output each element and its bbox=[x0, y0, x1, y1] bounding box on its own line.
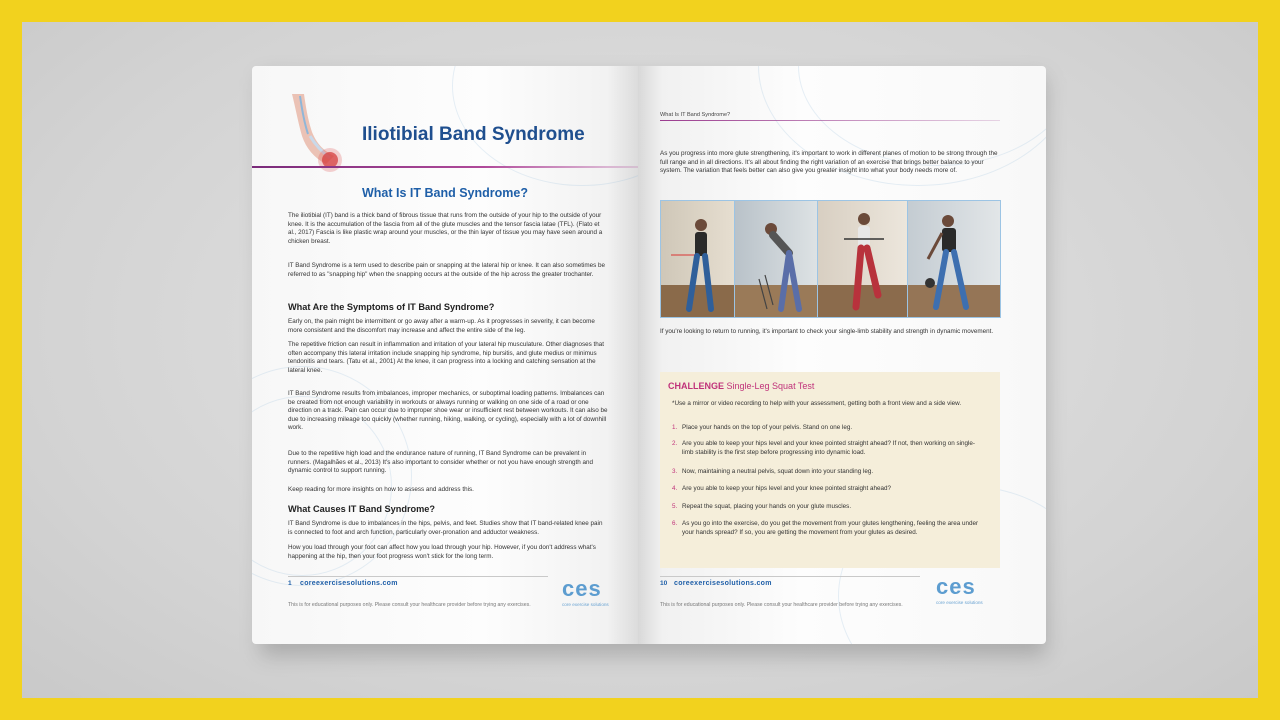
step-text: Are you able to keep your hips level and your knee pointed straight ahead? If not, then working on single-limb stability is the first step before progressing into dynamic load. bbox=[682, 440, 975, 456]
ces-logo: ces bbox=[936, 574, 976, 599]
logo-tagline: core exercise solutions bbox=[936, 600, 983, 605]
disclaimer: This is for educational purposes only. Please consult your healthcare provider before trying any exercises. bbox=[288, 602, 531, 608]
list-item bbox=[672, 520, 990, 537]
paragraph: Due to the repetitive high load and the endurance nature of running, IT Band Syndrome can be prevalent in runners. (Magalhães et al., 2013) It's also important to consider whether or not you have enough strength and dynamic control to support running. bbox=[288, 450, 594, 475]
challenge-box bbox=[660, 372, 1000, 568]
subheading: What Causes IT Band Syndrome? bbox=[288, 504, 436, 514]
section-heading: What Is IT Band Syndrome? bbox=[362, 186, 528, 200]
paragraph: How you load through your foot can affect how you load through your hip. However, if you don't address what's happening at the hip, then your foot progress won't stick for the long term. bbox=[288, 544, 596, 560]
step-text: Are you able to keep your hips level and your knee pointed straight ahead? bbox=[682, 485, 891, 492]
paragraph: Keep reading for more insights on how to assess and address this. bbox=[288, 486, 474, 493]
challenge-intro: *Use a mirror or video recording to help with your assessment, getting both a front view and a side view. bbox=[672, 400, 962, 407]
step-text: Repeat the squat, placing your hands on your glute muscles. bbox=[682, 503, 852, 510]
list-item bbox=[672, 485, 990, 494]
paragraph: IT Band Syndrome is due to imbalances in the hips, pelvis, and feet. Studies show that IT band-related knee pain is connected to foot and arch function, particularly over-pronation and adductor weakness. bbox=[288, 520, 603, 536]
title-rule bbox=[252, 166, 638, 168]
page-number: 1 bbox=[288, 580, 292, 587]
paragraph: IT Band Syndrome results from imbalances, improper mechanics, or suboptimal loading patterns. Imbalances can be created from not enough variability in workouts or always running or walking on one side of a road or one direction on a track. Pain can occur due to improper shoe wear or insufficient rest between workouts. It can also be due to increasing mileage too quickly (whether running, hiking, walking, or cycling), especially with a lot of downhill work. bbox=[288, 390, 608, 432]
step-text: As you go into the exercise, do you get the movement from your glutes lengthening, feeling the area under your hands spread? If so, you are getting the movement from your glutes as desired. bbox=[682, 520, 979, 536]
exercise-photo bbox=[908, 201, 1000, 317]
subheading: What Are the Symptoms of IT Band Syndrome? bbox=[288, 302, 495, 312]
footer-rule bbox=[288, 576, 548, 577]
page-number: 10 bbox=[660, 580, 668, 587]
challenge-title bbox=[668, 381, 814, 391]
exercise-photo-strip bbox=[660, 200, 1001, 318]
breadcrumb-rule bbox=[660, 120, 1000, 121]
step-number: 3. bbox=[672, 468, 678, 475]
challenge-label: CHALLENGE bbox=[668, 381, 724, 391]
right-page bbox=[638, 66, 1046, 644]
step-number: 5. bbox=[672, 503, 678, 510]
page-title: Iliotibial Band Syndrome bbox=[362, 124, 585, 145]
website-link[interactable]: coreexercisesolutions.com bbox=[300, 580, 398, 587]
breadcrumb: What Is IT Band Syndrome? bbox=[660, 112, 731, 118]
step-number: 6. bbox=[672, 520, 678, 527]
ces-logo: ces bbox=[562, 576, 602, 601]
paragraph: The iliotibial (IT) band is a thick band of fibrous tissue that runs from the outside of your hip to the outside of your knee. It is the accumulation of the fascia from all of the glute muscles and the tensor fascia latae (TFL). (Flato et al., 2017) Fascia is like plastic wrap around your muscles, or the thin layer of tissue you may have seen around a chicken breast. bbox=[288, 212, 603, 245]
exercise-photo bbox=[661, 201, 735, 317]
paragraph: Early on, the pain might be intermittent or go away after a warm-up. As it progresses in severity, it can become more consistent and the discomfort may increase and affect the entire side of the leg. bbox=[288, 318, 595, 334]
disclaimer: This is for educational purposes only. Please consult your healthcare provider before trying any exercises. bbox=[660, 602, 903, 608]
exercise-photo bbox=[735, 201, 819, 317]
step-number: 1. bbox=[672, 424, 678, 431]
knee-anatomy-icon bbox=[274, 92, 344, 172]
logo-tagline: core exercise solutions bbox=[562, 602, 609, 607]
footer-rule bbox=[660, 576, 920, 577]
list-item bbox=[672, 440, 990, 457]
exercise-photo bbox=[818, 201, 907, 317]
website-link[interactable]: coreexercisesolutions.com bbox=[674, 580, 772, 587]
paragraph: The repetitive friction can result in inflammation and irritation of your lateral hip musculature. Other diagnoses that often accompany this lateral irritation include snapping hip syndrome, hip bursitis, and glute medius or minimus tendonitis and tears. (Tatu et al., 2001) At the knee, it can progress into a locking and catching sensation at the lateral knee. bbox=[288, 341, 605, 374]
list-item bbox=[672, 424, 990, 433]
step-text: Now, maintaining a neutral pelvis, squat down into your standing leg. bbox=[682, 468, 874, 475]
paragraph: As you progress into more glute strengthening, it's important to work in different planes of motion to be strong through the full range and in all directions. It's all about finding the right variation of an exercise that brings better balance to your system. The variation that feels better can also give you greater insight into what your body needs more of. bbox=[660, 150, 998, 175]
step-number: 4. bbox=[672, 485, 678, 492]
open-magazine bbox=[252, 66, 1046, 648]
paragraph: If you're looking to return to running, it's important to check your single-limb stability and strength in dynamic movement. bbox=[660, 328, 994, 335]
page-header bbox=[252, 82, 638, 170]
left-page bbox=[252, 66, 638, 644]
list-item bbox=[672, 503, 990, 512]
challenge-name: Single-Leg Squat Test bbox=[726, 381, 815, 391]
list-item bbox=[672, 468, 990, 477]
paragraph: IT Band Syndrome is a term used to describe pain or snapping at the lateral hip or knee. It can also sometimes be referred to as "snapping hip" when the snapping occurs at the outside of the hip across the greater trochanter. bbox=[288, 262, 605, 278]
step-text: Place your hands on the top of your pelvis. Stand on one leg. bbox=[682, 424, 853, 431]
step-number: 2. bbox=[672, 440, 678, 447]
